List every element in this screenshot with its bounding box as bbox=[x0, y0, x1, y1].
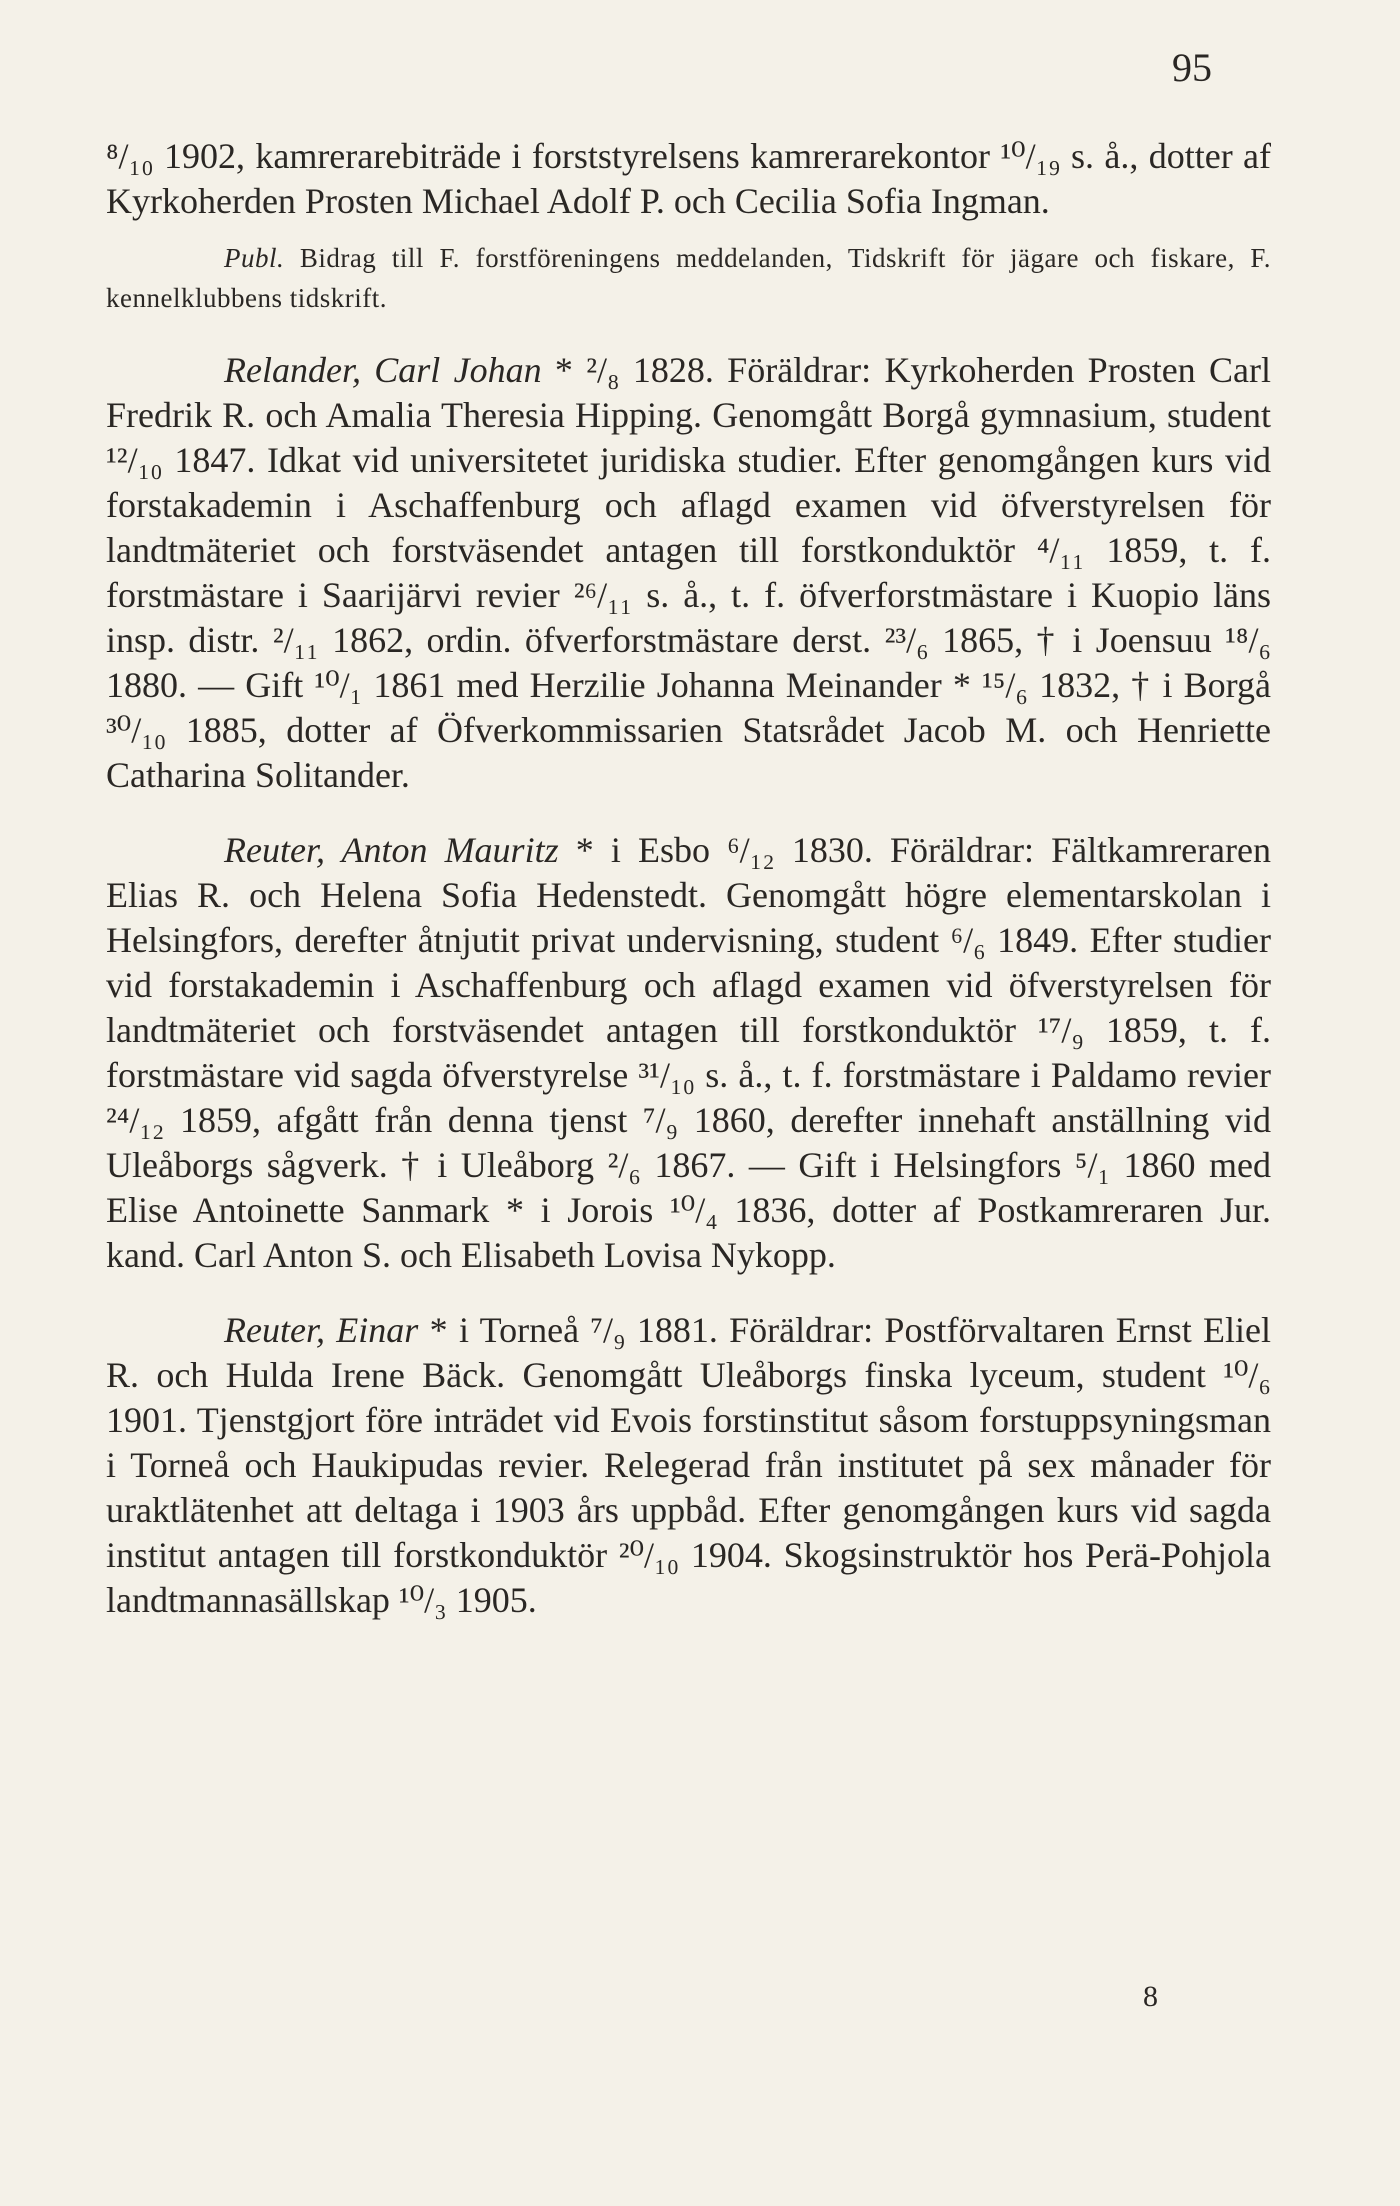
text-column bbox=[106, 134, 1271, 1623]
publications-label: Publ. bbox=[224, 243, 285, 273]
signature-mark: 8 bbox=[1143, 1980, 1158, 2013]
person-name: Relander, Carl Johan bbox=[224, 350, 542, 390]
entry-text: * i Esbo ⁶/₁₂ 1830. Föräldrar: Fältkamreraren Elias R. och Helena Sofia Hedenstedt. Genomgått högre elementarskolan i Helsingfors, derefter åtnjutit privat undervisning, student ⁶/₆ 1849. Efter studier vid forstakademin i Aschaffenburg och aflagd examen vid öfverstyrelsen för landtmäteriet och forstväsendet antagen till forstkonduktör ¹⁷/₉ 1859, t. f. forstmästare vid sagda öfverstyrelse ³¹/₁₀ s. å., t. f. forstmästare i Paldamo revier ²⁴/₁₂ 1859, afgått från denna tjenst ⁷/₉ 1860, derefter innehaft anställning vid Uleåborgs sågverk. † i Uleåborg ²/₆ 1867. — Gift i Helsingfors ⁵/₁ 1860 med Elise Antoinette Sanmark * i Jorois ¹⁰/₄ 1836, dotter af Postkamreraren Jur. kand. Carl Anton S. och Elisabeth Lovisa Nykopp. bbox=[106, 830, 1271, 1275]
publications-note bbox=[106, 238, 1271, 318]
biography-entry bbox=[106, 348, 1271, 798]
entry-text: * ²/₈ 1828. Föräldrar: Kyrkoherden Prosten Carl Fredrik R. och Amalia Theresia Hipping. Genomgått Borgå gymnasium, student ¹²/₁₀ 1847. Idkat vid universitetet juridiska studier. Efter genomgången kurs vid forstakademin i Aschaffenburg och aflagd examen vid öfverstyrelsen för landtmäteriet och forstväsendet antagen till forstkonduktör ⁴/₁₁ 1859, t. f. forstmästare i Saarijärvi revier ²⁶/₁₁ s. å., t. f. öfverforstmästare i Kuopio läns insp. distr. ²/₁₁ 1862, ordin. öfverforstmästare derst. ²³/₆ 1865, † i Joensuu ¹⁸/₆ 1880. — Gift ¹⁰/₁ 1861 med Herzilie Johanna Meinander * ¹⁵/₆ 1832, † i Borgå ³⁰/₁₀ 1885, dotter af Öfverkommissarien Statsrådet Jacob M. och Henriette Catharina Solitander. bbox=[106, 350, 1271, 795]
continued-entry-text: ⁸/₁₀ 1902, kamrerarebiträde i forststyrelsens kamrerarekontor ¹⁰/₁₉ s. å., dotter af Kyrkoherden Prosten Michael Adolf P. och Cecilia Sofia Ingman. bbox=[106, 136, 1271, 221]
entry-text: * i Torneå ⁷/₉ 1881. Föräldrar: Postförvaltaren Ernst Eliel R. och Hulda Irene Bäck. Genomgått Uleåborgs finska lyceum, student ¹⁰/₆ 1901. Tjenstgjort före inträdet vid Evois forstinstitut såsom forstuppsyningsman i Torneå och Haukipudas revier. Relegerad från institutet på sex månader för uraktlätenhet att deltaga i 1903 års uppbåd. Efter genomgången kurs vid sagda institut antagen till forstkonduktör ²⁰/₁₀ 1904. Skogsinstruktör hos Perä-Pohjola landtmannasällskap ¹⁰/₃ 1905. bbox=[106, 1310, 1271, 1620]
publications-text: Bidrag till F. forstföreningens meddelanden, Tidskrift för jägare och fiskare, F. kennelklubbens tidskrift. bbox=[106, 243, 1271, 313]
person-name: Reuter, Einar bbox=[224, 1310, 419, 1350]
biography-entry bbox=[106, 1308, 1271, 1623]
biography-entry bbox=[106, 828, 1271, 1278]
page-number: 95 bbox=[1172, 45, 1212, 90]
person-name: Reuter, Anton Mauritz bbox=[224, 830, 559, 870]
